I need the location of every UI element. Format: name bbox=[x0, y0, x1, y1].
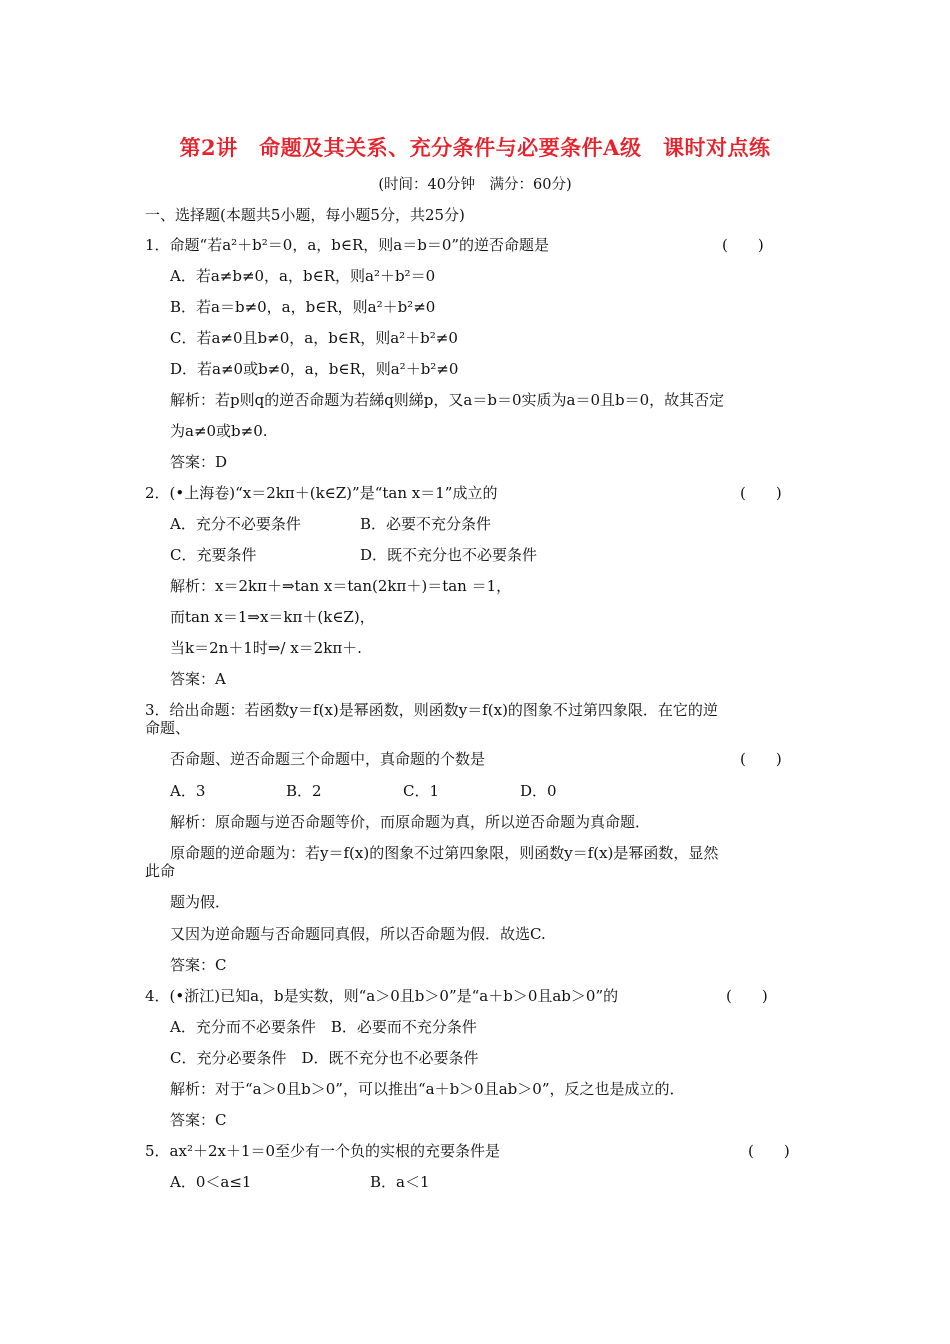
section-heading: 一、选择题(本题共5小题，每小题5分，共25分) bbox=[145, 206, 465, 224]
q3-stem-line2: 否命题、逆否命题三个命题中，真命题的个数是 bbox=[170, 750, 486, 768]
q3-option-d: D．0 bbox=[520, 782, 557, 800]
q4-stem: 4．(•浙江)已知a，b是实数，则“a＞0且b＞0”是“a＋b＞0且ab＞0”的 bbox=[145, 987, 619, 1005]
q1-option-a: A．若a≠b≠0，a，b∈R，则a²＋b²＝0 bbox=[170, 267, 436, 285]
q4-options-ab: A．充分而不必要条件 B．必要而不充分条件 bbox=[170, 1018, 477, 1036]
q3-analysis-line2: 原命题的逆命题为：若y＝f(x)的图象不过第四象限，则函数y＝f(x)是幂函数，显然 bbox=[170, 844, 719, 862]
q3-answer: 答案：C bbox=[170, 956, 227, 974]
page-subtitle: (时间：40分钟 满分：60分) bbox=[378, 177, 572, 193]
q3-option-b: B．2 bbox=[286, 782, 322, 800]
q2-stem: 2．(•上海卷)“x＝2kπ＋(k∈Z)”是“tan x＝1”成立的 bbox=[145, 484, 498, 502]
q2-option-b: B．必要不充分条件 bbox=[360, 515, 492, 533]
q5-option-b: B．a＜1 bbox=[370, 1173, 430, 1191]
q2-analysis-line3: 当k＝2n＋1时⇒/ x＝2kπ＋. bbox=[170, 639, 362, 657]
q2-analysis-line2: 而tan x＝1⇒x＝kπ＋(k∈Z)， bbox=[170, 608, 375, 626]
q1-stem: 1．命题“若a²＋b²＝0，a，b∈R，则a＝b＝0”的逆否命题是 bbox=[145, 236, 550, 254]
q2-analysis-line1: 解析：x＝2kπ＋⇒tan x＝tan(2kπ＋)＝tan ＝1， bbox=[170, 577, 512, 595]
q4-analysis: 解析：对于“a＞0且b＞0”，可以推出“a＋b＞0且ab＞0”，反之也是成立的． bbox=[170, 1080, 685, 1098]
q1-answer: 答案：D bbox=[170, 453, 228, 471]
q3-option-a: A．3 bbox=[170, 782, 206, 800]
q2-option-d: D．既不充分也不必要条件 bbox=[360, 546, 538, 564]
q1-option-c: C．若a≠0且b≠0，a，b∈R，则a²＋b²≠0 bbox=[170, 329, 458, 347]
q3-stem-line1: 3．给出命题：若函数y＝f(x)是幂函数，则函数y＝f(x)的图象不过第四象限．在它的逆 bbox=[145, 701, 718, 719]
q1-analysis-line2: 为a≠0或b≠0. bbox=[170, 422, 268, 440]
q2-answer: 答案：A bbox=[170, 670, 226, 688]
q5-option-a: A．0＜a≤1 bbox=[170, 1173, 252, 1191]
page-title: 第2讲 命题及其关系、充分条件与必要条件A级 课时对点练 bbox=[179, 135, 771, 160]
q1-option-b: B．若a＝b≠0，a，b∈R，则a²＋b²≠0 bbox=[170, 298, 436, 316]
q3-analysis-line3: 题为假． bbox=[170, 893, 231, 911]
q3-stem-line1-wrap: 命题、 bbox=[145, 719, 191, 737]
q4-answer-paren: ( ) bbox=[726, 987, 768, 1005]
q3-answer-paren: ( ) bbox=[740, 750, 782, 768]
q5-stem: 5．ax²＋2x＋1＝0至少有一个负的实根的充要条件是 bbox=[145, 1142, 501, 1160]
q2-option-c: C．充要条件 bbox=[170, 546, 257, 564]
q3-option-c: C．1 bbox=[403, 782, 440, 800]
q3-analysis-line1: 解析：原命题与逆否命题等价，而原命题为真，所以逆否命题为真命题． bbox=[170, 813, 651, 831]
q4-options-cd: C．充分必要条件 D．既不充分也不必要条件 bbox=[170, 1049, 479, 1067]
q3-analysis-line4: 又因为逆命题与否命题同真假，所以否命题为假．故选C. bbox=[170, 925, 546, 943]
q1-analysis-line1: 解析：若p则q的逆否命题为若綈q则綈p，又a＝b＝0实质为a＝0且b＝0，故其否定 bbox=[170, 391, 725, 409]
q2-answer-paren: ( ) bbox=[740, 484, 782, 502]
q1-option-d: D．若a≠0或b≠0，a，b∈R，则a²＋b²≠0 bbox=[170, 360, 459, 378]
q3-analysis-line2-wrap: 此命 bbox=[145, 862, 176, 880]
q5-answer-paren: ( ) bbox=[748, 1142, 790, 1160]
q2-option-a: A．充分不必要条件 bbox=[170, 515, 301, 533]
q4-answer: 答案：C bbox=[170, 1111, 227, 1129]
q1-answer-paren: ( ) bbox=[722, 236, 764, 254]
